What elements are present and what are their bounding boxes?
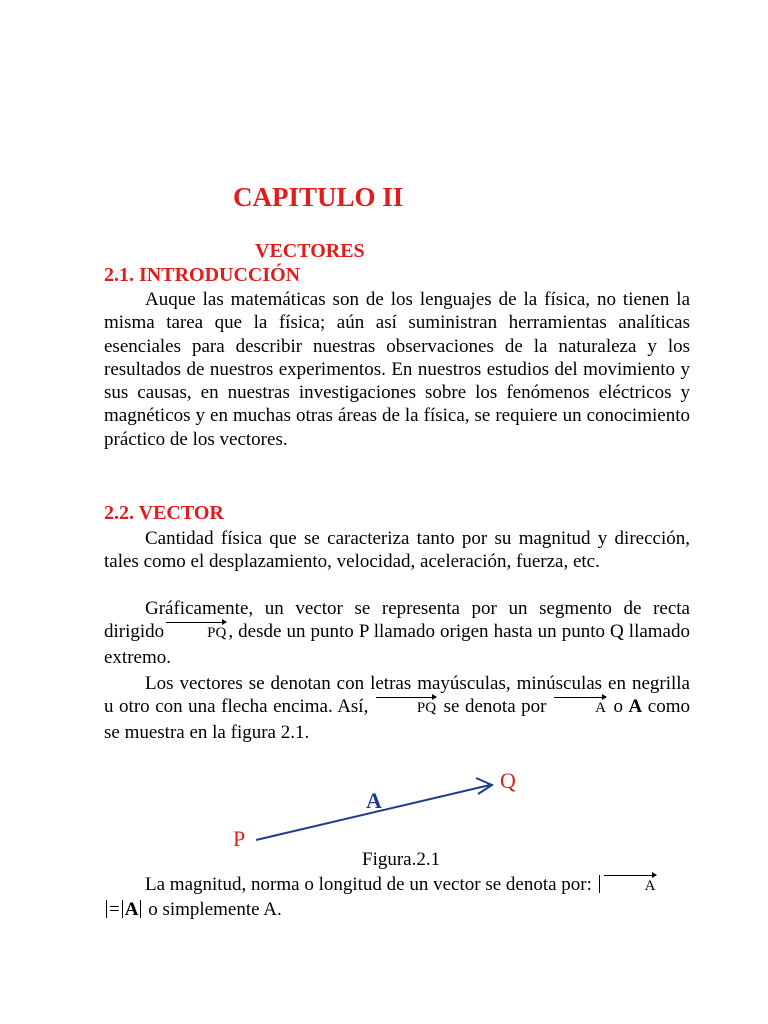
text-fragment: o simplemente A. xyxy=(143,899,282,921)
text-fragment: Gráficamente, un vector se representa por un segmento de recta dirigido xyxy=(104,598,690,643)
abs-bar xyxy=(140,900,141,918)
vector-definition-paragraph: Cantidad física que se caracteriza tanto por su magnitud y dirección, tales como el desplazamiento, velocidad, aceleración, fuerza, etc. xyxy=(104,528,690,573)
vector-graphic-paragraph xyxy=(104,597,690,669)
equals-sign: = xyxy=(109,899,120,921)
vector-notation-paragraph xyxy=(104,672,690,744)
text-fragment: Los vectores se denotan con letras mayúsculas, minúsculas en negrilla u otro con una flecha encima. Así, xyxy=(104,673,690,718)
chapter-title: CAPITULO II xyxy=(233,182,404,212)
text-fragment: se denota por xyxy=(438,696,553,718)
section-heading-introduccion: 2.1. INTRODUCCIÓN xyxy=(104,264,301,286)
abs-bar xyxy=(599,875,600,893)
text-fragment: como se muestra en la figura 2.1. xyxy=(104,696,690,743)
point-q-label: Q xyxy=(500,768,516,793)
vector-pq-symbol: PQ xyxy=(164,622,228,645)
point-p-label: P xyxy=(233,826,246,851)
bold-a-symbol: A xyxy=(628,696,643,718)
magnitude-paragraph xyxy=(104,873,690,922)
section-heading-vector: 2.2. VECTOR xyxy=(104,502,224,524)
vector-a-symbol: A xyxy=(552,697,608,720)
text-fragment: La magnitud, norma o longitud de un vector se denota por: xyxy=(145,874,597,895)
figure-caption: Figura.2.1 xyxy=(362,849,441,870)
vector-a-symbol: A xyxy=(602,875,658,898)
introduccion-paragraph: Auque las matemáticas son de los lenguajes de la física, no tienen la misma tarea que la física; aún así suministran herramientas analíticas esenciales para describir nuestras observaciones de la naturaleza y los resultados de nuestros experimentos. En nuestros estudios del movimiento y sus causas, en nuestras investigaciones sobre los fenómenos eléctricos y magnéticos y en muchas otras áreas de la física, se requiere un conocimiento práctico de los vectores. xyxy=(104,289,690,450)
vector-figure xyxy=(220,760,540,860)
chapter-subtitle: VECTORES xyxy=(255,240,365,262)
vector-pq-symbol: PQ xyxy=(374,697,438,720)
abs-bar xyxy=(122,900,123,918)
abs-bar xyxy=(106,900,107,918)
bold-a-symbol: A xyxy=(124,899,139,921)
text-fragment: o xyxy=(607,696,629,718)
text-fragment: , desde un punto P llamado origen hasta un punto Q llamado extremo. xyxy=(104,621,690,668)
vector-a-label: A xyxy=(366,788,382,813)
